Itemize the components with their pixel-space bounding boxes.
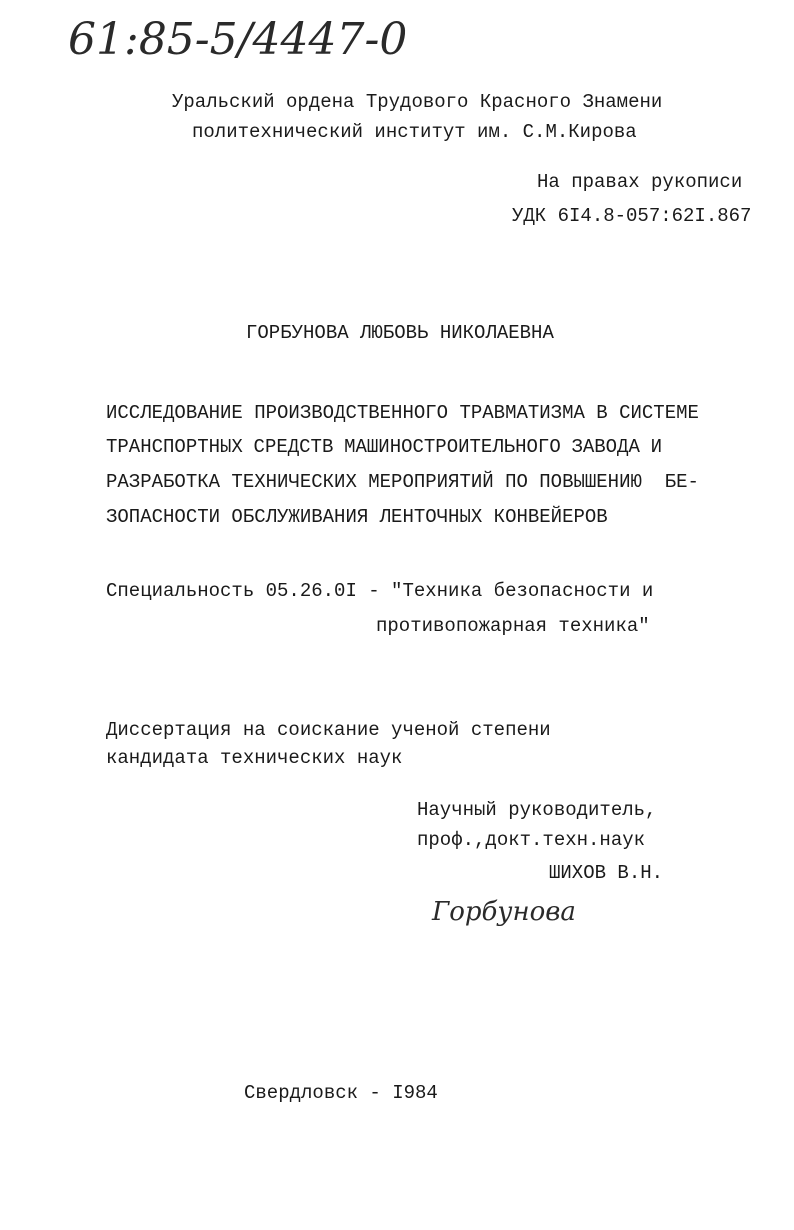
title-line-2: [106, 436, 662, 458]
title-word: МАШИНОСТРОИТЕЛЬНОГО: [344, 436, 561, 458]
rights-notice: На правах рукописи: [537, 171, 743, 193]
title-word: ЗАВОДА: [571, 436, 640, 458]
udk-code: УДК 6I4.8-057:62I.867: [512, 205, 752, 227]
specialty-line-2: противопожарная техника": [376, 615, 650, 637]
author-name: ГОРБУНОВА ЛЮБОВЬ НИКОЛАЕВНА: [246, 322, 554, 344]
institute-line-1: Уральский ордена Трудового Красного Знамени: [172, 91, 663, 113]
supervisor-name: ШИХОВ В.Н.: [549, 862, 664, 884]
title-word: ТРАНСПОРТНЫХ: [106, 436, 243, 458]
specialty-line-1: Специальность 05.26.0I - "Техника безопасности и: [106, 580, 654, 602]
dissertation-line-1: Диссертация на соискание ученой степени: [106, 719, 551, 741]
archive-code: 61:85-5/4447-0: [68, 14, 408, 65]
title-line-3: РАЗРАБОТКА ТЕХНИЧЕСКИХ МЕРОПРИЯТИЙ ПО ПОВЫШЕНИЮ БЕ-: [106, 471, 699, 493]
dissertation-line-2: кандидата технических наук: [106, 747, 403, 769]
supervisor-degree: проф.,докт.техн.наук: [417, 829, 646, 851]
title-word: И: [650, 436, 662, 458]
city-year: Свердловск - I984: [244, 1082, 438, 1104]
title-word: СРЕДСТВ: [253, 436, 334, 458]
institute-line-2: политехнический институт им. С.М.Кирова: [192, 121, 637, 143]
title-line-1: ИССЛЕДОВАНИЕ ПРОИЗВОДСТВЕННОГО ТРАВМАТИЗМА В СИСТЕМЕ: [106, 402, 699, 424]
signature: Горбунова: [432, 897, 576, 927]
title-line-4: ЗОПАСНОСТИ ОБСЛУЖИВАНИЯ ЛЕНТОЧНЫХ КОНВЕЙЕРОВ: [106, 506, 608, 528]
supervisor-label: Научный руководитель,: [417, 799, 657, 821]
